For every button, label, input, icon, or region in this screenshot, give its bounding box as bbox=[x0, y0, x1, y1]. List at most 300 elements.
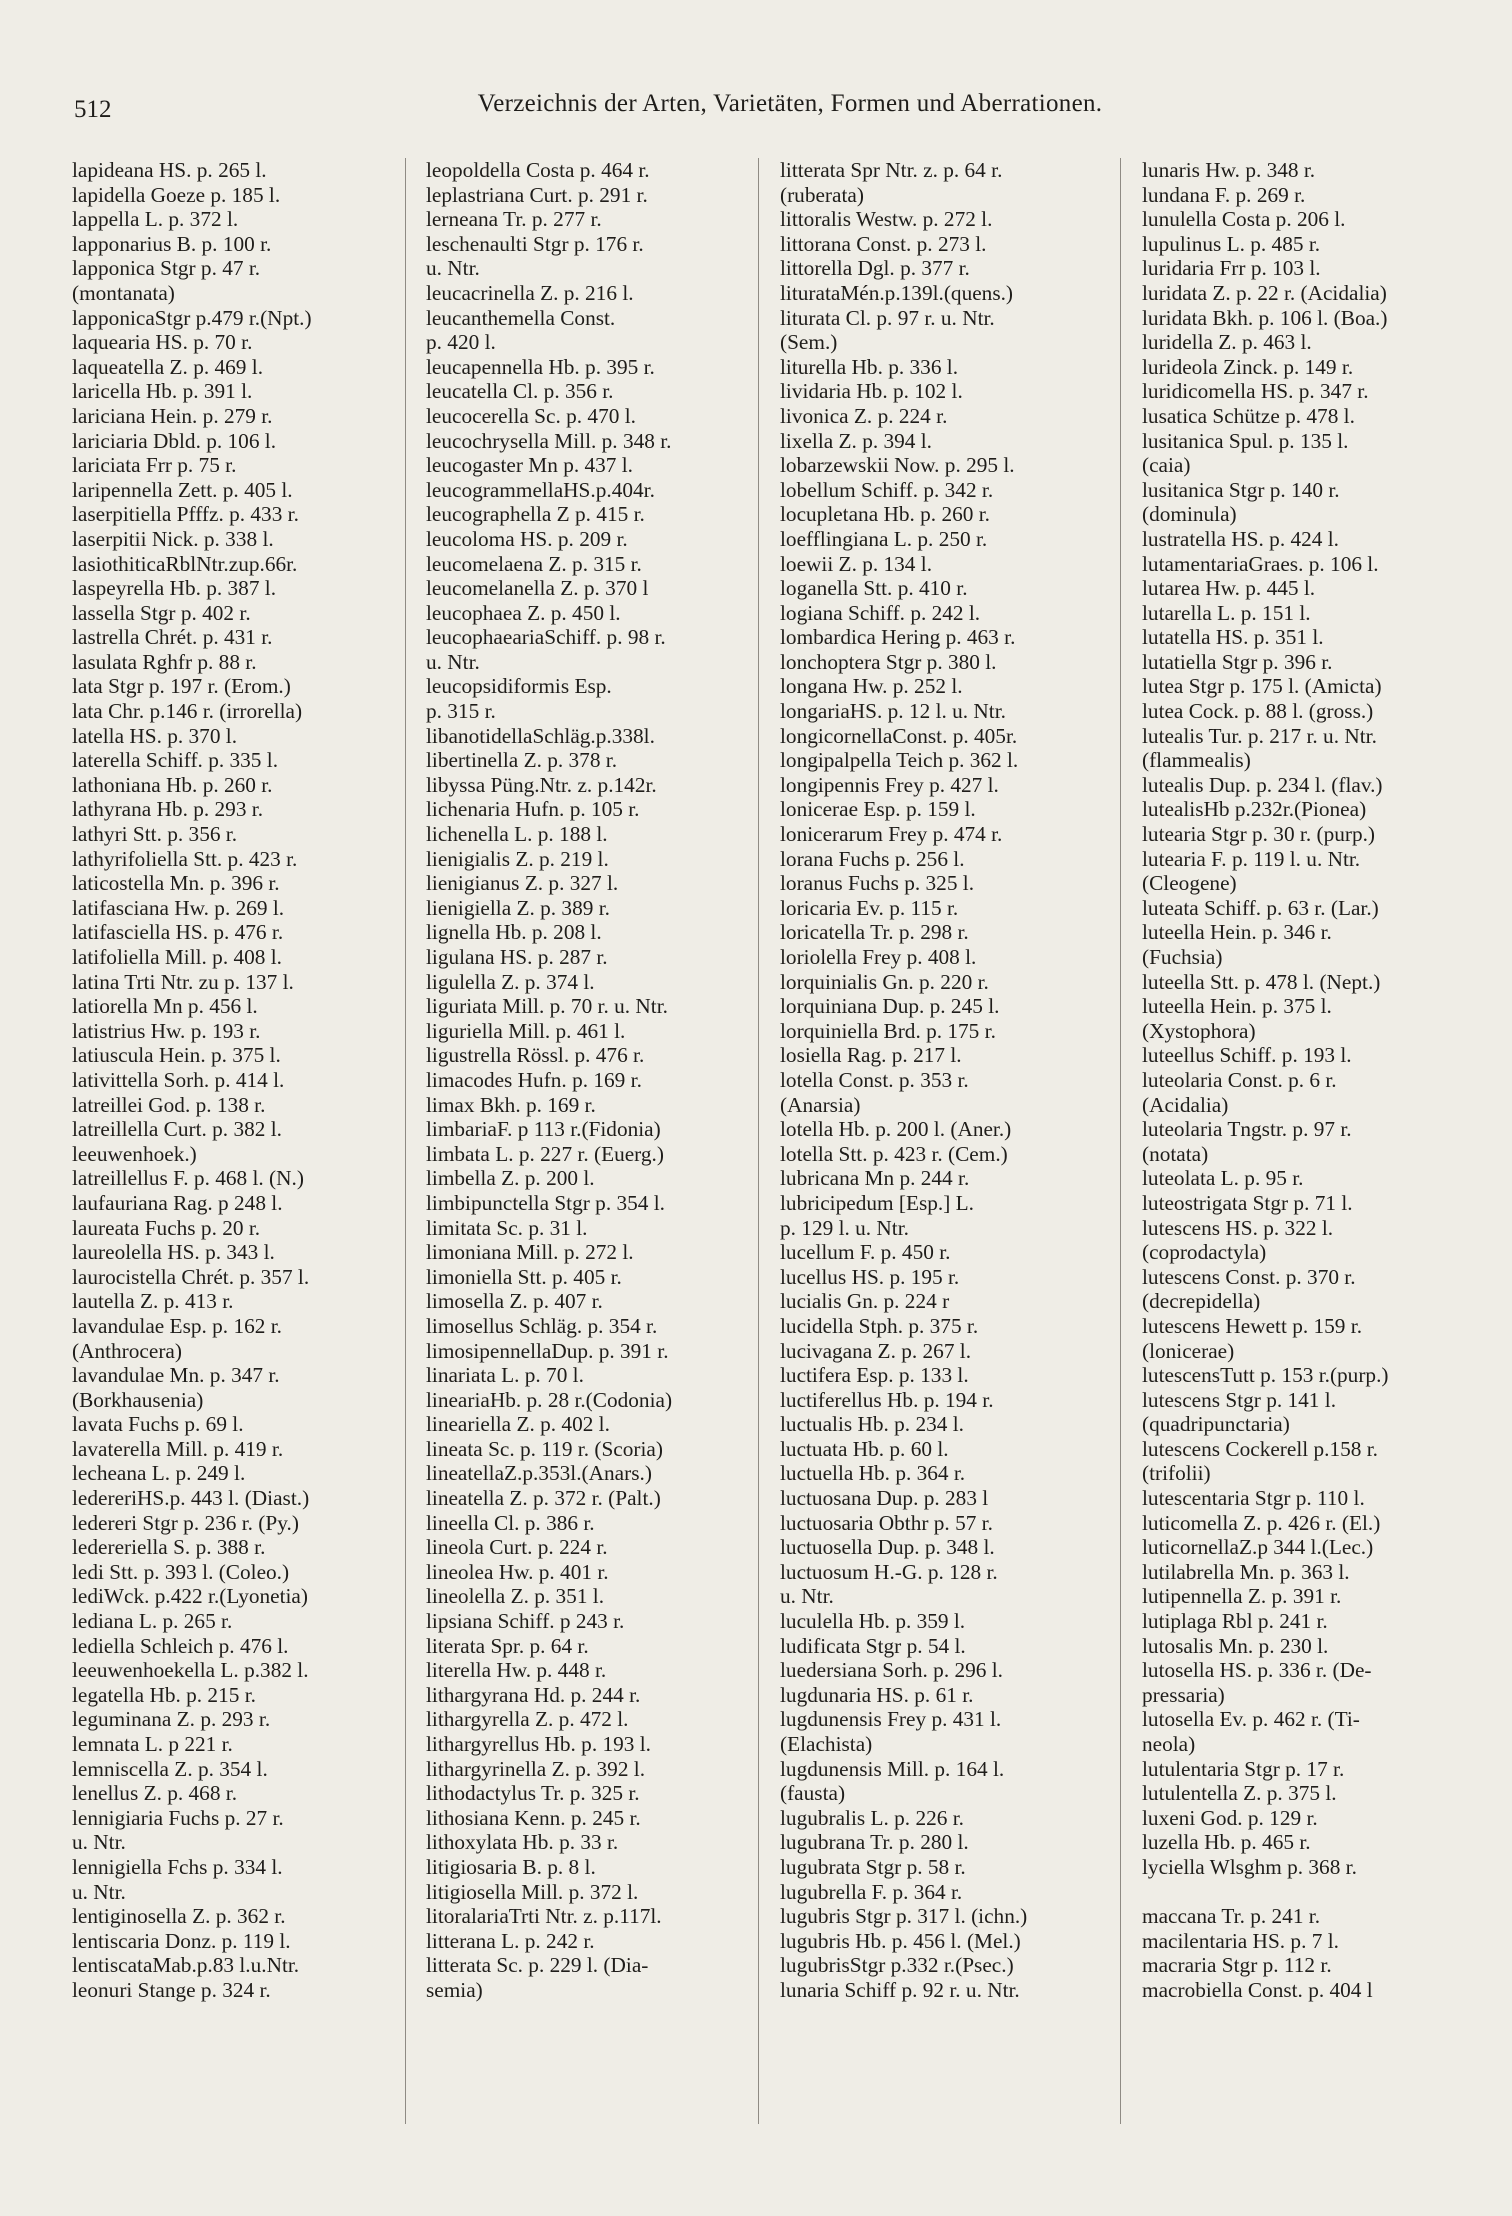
index-entry: maccana Tr. p. 241 r. bbox=[1142, 1904, 1321, 1929]
index-entry: ligustrella Rössl. p. 476 r. bbox=[426, 1043, 645, 1068]
index-entry: lutescens Const. p. 370 r. bbox=[1142, 1264, 1356, 1289]
index-entry bbox=[1142, 1880, 1472, 1905]
index-entry: limax Bkh. p. 169 r. bbox=[426, 1092, 596, 1117]
index-entry: littorella Dgl. p. 377 r. bbox=[780, 256, 970, 281]
index-entry: macilentaria HS. p. 7 l. bbox=[1142, 1928, 1339, 1953]
index-entry: literella Hw. p. 448 r. bbox=[426, 1658, 607, 1683]
index-entry: ledereriella S. p. 388 r. bbox=[72, 1535, 266, 1560]
index-entry: luctifera Esp. p. 133 l. bbox=[780, 1363, 969, 1388]
index-entry: lucellum F. p. 450 r. bbox=[780, 1240, 951, 1265]
index-entry: lugubralis L. p. 226 r. bbox=[780, 1805, 964, 1830]
index-entry: (coprodactyla) bbox=[1142, 1240, 1267, 1265]
index-entry: lubricana Mn p. 244 r. bbox=[780, 1166, 970, 1191]
index-entry: lediella Schleich p. 476 l. bbox=[72, 1633, 289, 1658]
index-entry: lugdunaria HS. p. 61 r. bbox=[780, 1682, 974, 1707]
column-rule bbox=[405, 158, 406, 2124]
index-entry: lienigiella Z. p. 389 r. bbox=[426, 895, 610, 920]
index-entry: latreillella Curt. p. 382 l. bbox=[72, 1117, 282, 1142]
index-entry: (montanata) bbox=[72, 280, 175, 305]
index-entry: lugubris Hb. p. 456 l. (Mel.) bbox=[780, 1928, 1021, 1953]
index-entry: litterana L. p. 242 r. bbox=[426, 1928, 595, 1953]
index-entry: (trifolii) bbox=[1142, 1461, 1211, 1486]
index-column-4 bbox=[1142, 158, 1472, 2003]
index-entry: lipsiana Schiff. p 243 r. bbox=[426, 1609, 625, 1634]
index-entry: limosella Z. p. 407 r. bbox=[426, 1289, 603, 1314]
index-entry: luteella Hein. p. 375 l. bbox=[1142, 994, 1332, 1019]
index-entry: (Xystophora) bbox=[1142, 1018, 1256, 1043]
index-entry: lotella Const. p. 353 r. bbox=[780, 1067, 969, 1092]
index-entry: lapidella Goeze p. 185 l. bbox=[72, 182, 281, 207]
index-entry: lutearia Stgr p. 30 r. (purp.) bbox=[1142, 822, 1376, 847]
index-entry: lineolella Z. p. 351 l. bbox=[426, 1584, 605, 1609]
index-entry: linariata L. p. 70 l. bbox=[426, 1363, 584, 1388]
index-entry: luridata Bkh. p. 106 l. (Boa.) bbox=[1142, 305, 1388, 330]
index-entry: luctuosella Dup. p. 348 l. bbox=[780, 1535, 995, 1560]
index-entry: lutilabrella Mn. p. 363 l. bbox=[1142, 1559, 1350, 1584]
index-entry: lutea Stgr p. 175 l. (Amicta) bbox=[1142, 674, 1382, 699]
index-entry: latifasciana Hw. p. 269 l. bbox=[72, 895, 285, 920]
index-entry: neola) bbox=[1142, 1732, 1196, 1756]
index-entry: lurideola Zinck. p. 149 r. bbox=[1142, 354, 1354, 379]
index-entry: ligulana HS. p. 287 r. bbox=[426, 945, 608, 969]
index-entry: lentiscaria Donz. p. 119 l. bbox=[72, 1928, 291, 1953]
index-entry: lautella Z. p. 413 r. bbox=[72, 1289, 234, 1314]
index-entry: (notata) bbox=[1142, 1141, 1209, 1166]
index-entry: laufauriana Rag. p 248 l. bbox=[72, 1190, 283, 1215]
index-entry: lichenella L. p. 188 l. bbox=[426, 822, 608, 847]
index-entry: lutatiella Stgr p. 396 r. bbox=[1142, 649, 1333, 674]
index-entry: lineatella Z. p. 372 r. (Palt.) bbox=[426, 1486, 661, 1511]
index-entry: lutosella HS. p. 336 r. (De- bbox=[1142, 1658, 1372, 1683]
index-entry: lutescens Stgr p. 141 l. bbox=[1142, 1387, 1337, 1412]
index-entry: luteolaria Tngstr. p. 97 r. bbox=[1142, 1117, 1352, 1142]
index-entry: lusatica Schütze p. 478 l. bbox=[1142, 403, 1355, 428]
index-entry: limbella Z. p. 200 l. bbox=[426, 1166, 595, 1191]
index-entry: lineariella Z. p. 402 l. bbox=[426, 1412, 610, 1437]
index-entry: laquearia HS. p. 70 r. bbox=[72, 330, 253, 355]
index-entry: lonicerae Esp. p. 159 l. bbox=[780, 797, 976, 822]
index-entry: luridicomella HS. p. 347 r. bbox=[1142, 379, 1369, 404]
index-entry: lapponarius B. p. 100 r. bbox=[72, 231, 272, 256]
index-entry: lithargyrana Hd. p. 244 r. bbox=[426, 1682, 641, 1707]
index-entry: (lonicerae) bbox=[1142, 1338, 1235, 1363]
index-entry: libyssa Püng.Ntr. z. p.142r. bbox=[426, 772, 657, 797]
index-entry: lathoniana Hb. p. 260 r. bbox=[72, 772, 273, 797]
index-entry: (Acidalia) bbox=[1142, 1092, 1229, 1117]
index-entry: lubricipedum [Esp.] L. bbox=[780, 1190, 974, 1215]
index-entry: livonica Z. p. 224 r. bbox=[780, 403, 948, 428]
index-entry: lutescens Cockerell p.158 r. bbox=[1142, 1436, 1378, 1461]
index-entry: luctuosana Dup. p. 283 l bbox=[780, 1486, 989, 1511]
index-entry: lutealis Tur. p. 217 r. u. Ntr. bbox=[1142, 723, 1377, 748]
index-entry: leeuwenhoek.) bbox=[72, 1141, 197, 1166]
index-entry: lathyrifoliella Stt. p. 423 r. bbox=[72, 846, 298, 871]
index-entry: limbariaF. p 113 r.(Fidonia) bbox=[426, 1117, 661, 1142]
index-entry: lusitanica Spul. p. 135 l. bbox=[1142, 428, 1349, 453]
index-entry: p. 315 r. bbox=[426, 699, 496, 724]
index-entry: lutescensTutt p. 153 r.(purp.) bbox=[1142, 1363, 1389, 1388]
index-entry: ligulella Z. p. 374 l. bbox=[426, 969, 595, 994]
index-entry: longicornellaConst. p. 405r. bbox=[780, 723, 1018, 748]
index-entry: ludificata Stgr p. 54 l. bbox=[780, 1633, 966, 1658]
index-entry: (Borkhausenia) bbox=[72, 1387, 204, 1412]
index-entry: lutulentaria Stgr p. 17 r. bbox=[1142, 1756, 1345, 1781]
index-entry: laripennella Zett. p. 405 l. bbox=[72, 477, 293, 502]
index-entry: leucophaeariaSchiff. p. 98 r. bbox=[426, 625, 666, 650]
index-entry: lithoxylata Hb. p. 33 r. bbox=[426, 1830, 619, 1855]
index-entry: lombardica Hering p. 463 r. bbox=[780, 625, 1016, 650]
index-entry: lasiothiticaRblNtr.zup.66r. bbox=[72, 551, 298, 576]
index-entry: loewii Z. p. 134 l. bbox=[780, 551, 933, 576]
index-entry: lavaterella Mill. p. 419 r. bbox=[72, 1436, 284, 1461]
index-entry: lonicerarum Frey p. 474 r. bbox=[780, 822, 1003, 847]
index-entry: limosipennellaDup. p. 391 r. bbox=[426, 1338, 669, 1363]
index-entry: laticostella Mn. p. 396 r. bbox=[72, 871, 280, 896]
index-entry: semia) bbox=[426, 1977, 483, 2002]
index-entry: lassella Stgr p. 402 r. bbox=[72, 600, 251, 625]
index-entry: luteolata L. p. 95 r. bbox=[1142, 1166, 1304, 1191]
index-entry: leucomelanella Z. p. 370 l bbox=[426, 576, 649, 601]
index-entry: lorana Fuchs p. 256 l. bbox=[780, 846, 965, 871]
index-entry: luteolaria Const. p. 6 r. bbox=[1142, 1067, 1337, 1092]
index-entry: loefflingiana L. p. 250 r. bbox=[780, 526, 988, 551]
index-entry: lineola Curt. p. 224 r. bbox=[426, 1535, 608, 1560]
index-entry: lineariaHb. p. 28 r.(Codonia) bbox=[426, 1387, 673, 1412]
index-entry: lentiscataMab.p.83 l.u.Ntr. bbox=[72, 1953, 300, 1978]
index-entry: loricatella Tr. p. 298 r. bbox=[780, 920, 969, 945]
index-entry: litoralariaTrti Ntr. z. p.117l. bbox=[426, 1904, 662, 1929]
page-title: Verzeichnis der Arten, Varietäten, Formen und Aberrationen. bbox=[477, 90, 1103, 117]
index-entry: limoniella Stt. p. 405 r. bbox=[426, 1264, 622, 1289]
index-entry: (flammealis) bbox=[1142, 748, 1251, 773]
index-entry: latreillellus F. p. 468 l. (N.) bbox=[72, 1166, 304, 1191]
index-entry: lucellus HS. p. 195 r. bbox=[780, 1264, 960, 1289]
index-entry: latistrius Hw. p. 193 r. bbox=[72, 1018, 261, 1043]
index-entry: lithargyrellus Hb. p. 193 l. bbox=[426, 1732, 651, 1756]
index-entry: lata Stgr p. 197 r. (Erom.) bbox=[72, 674, 291, 699]
index-entry: luedersiana Sorh. p. 296 l. bbox=[780, 1658, 1003, 1683]
index-entry: luteellus Schiff. p. 193 l. bbox=[1142, 1043, 1352, 1068]
index-entry: lutea Cock. p. 88 l. (gross.) bbox=[1142, 699, 1374, 724]
index-entry: laricella Hb. p. 391 l. bbox=[72, 379, 253, 404]
index-entry: liturataMén.p.139l.(quens.) bbox=[780, 280, 1014, 305]
index-entry: (Anthrocera) bbox=[72, 1338, 182, 1363]
index-entry: leucogrammellaHS.p.404r. bbox=[426, 477, 655, 502]
index-entry: lutipennella Z. p. 391 r. bbox=[1142, 1584, 1342, 1609]
index-entry: macrobiella Const. p. 404 l bbox=[1142, 1977, 1373, 2002]
index-entry: lugdunensis Mill. p. 164 l. bbox=[780, 1756, 1005, 1781]
index-entry: u. Ntr. bbox=[780, 1584, 834, 1609]
index-entry: luridaria Frr p. 103 l. bbox=[1142, 256, 1321, 281]
index-entry: logiana Schiff. p. 242 l. bbox=[780, 600, 981, 625]
index-entry: lediWck. p.422 r.(Lyonetia) bbox=[72, 1584, 308, 1609]
index-column-2 bbox=[426, 158, 748, 2003]
index-entry: laserpitii Nick. p. 338 l. bbox=[72, 526, 274, 551]
index-entry: loriolella Frey p. 408 l. bbox=[780, 945, 977, 969]
index-entry: luzella Hb. p. 465 r. bbox=[1142, 1830, 1311, 1855]
index-entry: leucographella Z p. 415 r. bbox=[426, 502, 645, 527]
index-entry: p. 420 l. bbox=[426, 330, 496, 355]
index-entry: lutearia F. p. 119 l. u. Ntr. bbox=[1142, 846, 1361, 871]
index-entry: lustratella HS. p. 424 l. bbox=[1142, 526, 1339, 551]
index-entry: lixella Z. p. 394 l. bbox=[780, 428, 933, 453]
index-entry: luctiferellus Hb. p. 194 r. bbox=[780, 1387, 994, 1412]
index-entry: laqueatella Z. p. 469 l. bbox=[72, 354, 264, 379]
index-entry: leucopsidiformis Esp. bbox=[426, 674, 612, 699]
index-entry: (quadripunctaria) bbox=[1142, 1412, 1290, 1437]
index-entry: (caia) bbox=[1142, 453, 1191, 478]
index-entry: luticomella Z. p. 426 r. (El.) bbox=[1142, 1510, 1381, 1535]
index-entry: (Fuchsia) bbox=[1142, 945, 1223, 969]
index-entry: lapponica Stgr p. 47 r. bbox=[72, 256, 261, 281]
index-entry: locupletana Hb. p. 260 r. bbox=[780, 502, 990, 527]
index-entry: luculella Hb. p. 359 l. bbox=[780, 1609, 966, 1634]
index-entry: lavata Fuchs p. 69 l. bbox=[72, 1412, 244, 1437]
index-entry: leucanthemella Const. bbox=[426, 305, 616, 330]
index-column-3 bbox=[780, 158, 1110, 2003]
index-entry: litterata Spr Ntr. z. p. 64 r. bbox=[780, 158, 1003, 182]
index-entry: lemniscella Z. p. 354 l. bbox=[72, 1756, 268, 1781]
index-entry: longariaHS. p. 12 l. u. Ntr. bbox=[780, 699, 1006, 724]
index-entry: literata Spr. p. 64 r. bbox=[426, 1633, 589, 1658]
index-entry: leucatella Cl. p. 356 r. bbox=[426, 379, 614, 404]
index-entry: leucocerella Sc. p. 470 l. bbox=[426, 403, 636, 428]
index-entry: laterella Schiff. p. 335 l. bbox=[72, 748, 279, 773]
index-entry: lineolea Hw. p. 401 r. bbox=[426, 1559, 609, 1584]
index-entry: latreillei God. p. 138 r. bbox=[72, 1092, 266, 1117]
index-entry: leeuwenhoekella L. p.382 l. bbox=[72, 1658, 309, 1683]
index-entry: ledereriHS.p. 443 l. (Diast.) bbox=[72, 1486, 310, 1511]
index-entry: leonuri Stange p. 324 r. bbox=[72, 1977, 271, 2002]
index-entry: lucialis Gn. p. 224 r bbox=[780, 1289, 950, 1314]
index-entry: lunaris Hw. p. 348 r. bbox=[1142, 158, 1316, 182]
index-entry: lugubrella F. p. 364 r. bbox=[780, 1879, 963, 1904]
index-entry: lutiplaga Rbl p. 241 r. bbox=[1142, 1609, 1328, 1634]
index-entry: lariciana Hein. p. 279 r. bbox=[72, 403, 273, 428]
index-entry: limoniana Mill. p. 272 l. bbox=[426, 1240, 634, 1265]
index-entry: lutosella Ev. p. 462 r. (Ti- bbox=[1142, 1707, 1360, 1732]
index-entry: lugubrisStgr p.332 r.(Psec.) bbox=[780, 1953, 1014, 1978]
index-entry: latiuscula Hein. p. 375 l. bbox=[72, 1043, 281, 1068]
index-entry: lutealisHb p.232r.(Pionea) bbox=[1142, 797, 1367, 822]
index-entry: lerneana Tr. p. 277 r. bbox=[426, 207, 602, 232]
page-number: 512 bbox=[74, 96, 112, 123]
index-entry: luctuosaria Obthr p. 57 r. bbox=[780, 1510, 993, 1535]
index-entry: luctuella Hb. p. 364 r. bbox=[780, 1461, 966, 1486]
index-entry: latella HS. p. 370 l. bbox=[72, 723, 238, 748]
index-entry: lennigiaria Fuchs p. 27 r. bbox=[72, 1805, 284, 1830]
index-entry: loricaria Ev. p. 115 r. bbox=[780, 895, 959, 920]
index-entry: lecheana L. p. 249 l. bbox=[72, 1461, 246, 1486]
index-entry: laurocistella Chrét. p. 357 l. bbox=[72, 1264, 310, 1289]
index-entry: littorana Const. p. 273 l. bbox=[780, 231, 987, 256]
index-entry: laureolella HS. p. 343 l. bbox=[72, 1240, 275, 1265]
index-entry: lastrella Chrét. p. 431 r. bbox=[72, 625, 273, 650]
index-entry: laserpitiella Pfffz. p. 433 r. bbox=[72, 502, 299, 527]
index-entry: losiella Rag. p. 217 l. bbox=[780, 1043, 962, 1068]
index-entry: limbipunctella Stgr p. 354 l. bbox=[426, 1190, 665, 1215]
index-entry: laureata Fuchs p. 20 r. bbox=[72, 1215, 261, 1240]
index-entry: luteella Hein. p. 346 r. bbox=[1142, 920, 1332, 945]
index-entry: latifoliella Mill. p. 408 l. bbox=[72, 945, 282, 969]
index-entry: lutescentaria Stgr p. 110 l. bbox=[1142, 1486, 1365, 1511]
index-entry: longipennis Frey p. 427 l. bbox=[780, 772, 999, 797]
index-entry: liturella Hb. p. 336 l. bbox=[780, 354, 959, 379]
index-entry: lienigianus Z. p. 327 l. bbox=[426, 871, 619, 896]
index-entry: lignella Hb. p. 208 l. bbox=[426, 920, 602, 945]
index-entry: lonchoptera Stgr p. 380 l. bbox=[780, 649, 997, 674]
index-entry: lativittella Sorh. p. 414 l. bbox=[72, 1067, 285, 1092]
index-entry: leucoloma HS. p. 209 r. bbox=[426, 526, 628, 551]
index-entry: lariciata Frr p. 75 r. bbox=[72, 453, 237, 478]
index-entry: lunaria Schiff p. 92 r. u. Ntr. bbox=[780, 1977, 1020, 2002]
index-entry: lutealis Dup. p. 234 l. (flav.) bbox=[1142, 772, 1383, 797]
index-entry: leucapennella Hb. p. 395 r. bbox=[426, 354, 655, 379]
index-entry: limitata Sc. p. 31 l. bbox=[426, 1215, 588, 1240]
index-column-1 bbox=[72, 158, 382, 2003]
index-entry: leopoldella Costa p. 464 r. bbox=[426, 158, 650, 182]
index-entry: lugubrana Tr. p. 280 l. bbox=[780, 1830, 969, 1855]
index-entry: lorquiniana Dup. p. 245 l. bbox=[780, 994, 1000, 1019]
index-entry: latiorella Mn p. 456 l. bbox=[72, 994, 258, 1019]
index-entry: (fausta) bbox=[780, 1781, 846, 1806]
index-entry: legatella Hb. p. 215 r. bbox=[72, 1682, 256, 1707]
index-entry: loganella Stt. p. 410 r. bbox=[780, 576, 968, 601]
index-entry: lichenaria Hufn. p. 105 r. bbox=[426, 797, 640, 822]
index-entry: lapponicaStgr p.479 r.(Npt.) bbox=[72, 305, 312, 330]
index-entry: liturata Cl. p. 97 r. u. Ntr. bbox=[780, 305, 995, 330]
index-entry: lucivagana Z. p. 267 l. bbox=[780, 1338, 972, 1363]
index-entry: lutosalis Mn. p. 230 l. bbox=[1142, 1633, 1329, 1658]
index-entry: leplastriana Curt. p. 291 r. bbox=[426, 182, 648, 207]
index-entry: lavandulae Mn. p. 347 r. bbox=[72, 1363, 280, 1388]
index-entry: lennigiella Fchs p. 334 l. bbox=[72, 1854, 283, 1879]
index-entry: luridella Z. p. 463 l. bbox=[1142, 330, 1312, 355]
index-entry: lutarella L. p. 151 l. bbox=[1142, 600, 1311, 625]
index-entry: (Cleogene) bbox=[1142, 871, 1237, 896]
index-entry: u. Ntr. bbox=[426, 256, 480, 281]
index-entry: u. Ntr. bbox=[72, 1879, 126, 1904]
index-entry: liguriella Mill. p. 461 l. bbox=[426, 1018, 626, 1043]
index-entry: lusitanica Stgr p. 140 r. bbox=[1142, 477, 1340, 502]
index-entry: leucochrysella Mill. p. 348 r. bbox=[426, 428, 672, 453]
index-entry: lutescens Hewett p. 159 r. bbox=[1142, 1313, 1363, 1338]
index-entry: lutulentella Z. p. 375 l. bbox=[1142, 1781, 1337, 1806]
index-entry: lappella L. p. 372 l. bbox=[72, 207, 239, 232]
index-entry: luridata Z. p. 22 r. (Acidalia) bbox=[1142, 280, 1387, 305]
index-entry: ledereri Stgr p. 236 r. (Py.) bbox=[72, 1510, 299, 1535]
index-entry: (ruberata) bbox=[780, 182, 864, 207]
index-entry: lediana L. p. 265 r. bbox=[72, 1609, 233, 1634]
index-entry: lithargyrella Z. p. 472 l. bbox=[426, 1707, 629, 1732]
column-rule bbox=[758, 158, 759, 2124]
index-entry: lucidella Stph. p. 375 r. bbox=[780, 1313, 979, 1338]
index-entry: lutamentariaGraes. p. 106 l. bbox=[1142, 551, 1379, 576]
index-entry: lupulinus L. p. 485 r. bbox=[1142, 231, 1321, 256]
index-entry: lithodactylus Tr. p. 325 r. bbox=[426, 1781, 640, 1806]
index-entry: loranus Fuchs p. 325 l. bbox=[780, 871, 975, 896]
index-entry: lyciella Wlsghm p. 368 r. bbox=[1142, 1854, 1357, 1879]
index-entry: lugdunensis Frey p. 431 l. bbox=[780, 1707, 1002, 1732]
index-entry: litterata Sc. p. 229 l. (Dia- bbox=[426, 1953, 649, 1978]
index-entry: lobellum Schiff. p. 342 r. bbox=[780, 477, 994, 502]
index-entry: luteostrigata Stgr p. 71 l. bbox=[1142, 1190, 1353, 1215]
index-entry: lobarzewskii Now. p. 295 l. bbox=[780, 453, 1015, 478]
index-entry: lathyri Stt. p. 356 r. bbox=[72, 822, 238, 847]
index-entry: lemnata L. p 221 r. bbox=[72, 1732, 233, 1756]
index-entry: longipalpella Teich p. 362 l. bbox=[780, 748, 1019, 773]
index-entry: pressaria) bbox=[1142, 1682, 1225, 1707]
index-entry: luteata Schiff. p. 63 r. (Lar.) bbox=[1142, 895, 1379, 920]
index-entry: (Sem.) bbox=[780, 330, 838, 355]
index-entry: ledi Stt. p. 393 l. (Coleo.) bbox=[72, 1559, 290, 1584]
index-entry: leguminana Z. p. 293 r. bbox=[72, 1707, 271, 1732]
index-entry: lugubris Stgr p. 317 l. (ichn.) bbox=[780, 1904, 1028, 1929]
index-entry: lutarea Hw. p. 445 l. bbox=[1142, 576, 1316, 601]
index-entry: litigiosella Mill. p. 372 l. bbox=[426, 1879, 639, 1904]
index-entry: lugubrata Stgr p. 58 r. bbox=[780, 1854, 966, 1879]
index-entry: laspeyrella Hb. p. 387 l. bbox=[72, 576, 277, 601]
index-entry: lorquinialis Gn. p. 220 r. bbox=[780, 969, 989, 994]
index-entry: (Anarsia) bbox=[780, 1092, 861, 1117]
index-entry: luxeni God. p. 129 r. bbox=[1142, 1805, 1318, 1830]
index-entry: latifasciella HS. p. 476 r. bbox=[72, 920, 284, 945]
column-rule bbox=[1120, 158, 1121, 2124]
index-entry: lienigialis Z. p. 219 l. bbox=[426, 846, 609, 871]
index-entry: latina Trti Ntr. zu p. 137 l. bbox=[72, 969, 294, 994]
index-entry: macraria Stgr p. 112 r. bbox=[1142, 1953, 1332, 1978]
index-entry: lotella Hb. p. 200 l. (Aner.) bbox=[780, 1117, 1012, 1142]
index-entry: liguriata Mill. p. 70 r. u. Ntr. bbox=[426, 994, 668, 1019]
index-entry: luctuosum H.-G. p. 128 r. bbox=[780, 1559, 998, 1584]
index-entry: (Elachista) bbox=[780, 1732, 873, 1756]
index-entry: luctualis Hb. p. 234 l. bbox=[780, 1412, 964, 1437]
index-entry: libanotidellaSchläg.p.338l. bbox=[426, 723, 655, 748]
index-entry: leucomelaena Z. p. 315 r. bbox=[426, 551, 642, 576]
index-entry: luticornellaZ.p 344 l.(Lec.) bbox=[1142, 1535, 1374, 1560]
index-entry: lutatella HS. p. 351 l. bbox=[1142, 625, 1324, 650]
index-entry: leucogaster Mn p. 437 l. bbox=[426, 453, 634, 478]
index-entry: leucophaea Z. p. 450 l. bbox=[426, 600, 621, 625]
index-entry: lata Chr. p.146 r. (irrorella) bbox=[72, 699, 303, 724]
index-entry: lentiginosella Z. p. 362 r. bbox=[72, 1904, 286, 1929]
index-entry: (decrepidella) bbox=[1142, 1289, 1261, 1314]
index-entry: lenellus Z. p. 468 r. bbox=[72, 1781, 238, 1806]
index-entry: (dominula) bbox=[1142, 502, 1237, 527]
index-entry: lineella Cl. p. 386 r. bbox=[426, 1510, 595, 1535]
index-entry: lineatellaZ.p.353l.(Anars.) bbox=[426, 1461, 652, 1486]
index-entry: u. Ntr. bbox=[72, 1830, 126, 1855]
index-entry: lotella Stt. p. 423 r. (Cem.) bbox=[780, 1141, 1008, 1166]
index-entry: lorquiniella Brd. p. 175 r. bbox=[780, 1018, 996, 1043]
index-entry: lathyrana Hb. p. 293 r. bbox=[72, 797, 264, 822]
index-entry: lundana F. p. 269 r. bbox=[1142, 182, 1306, 207]
index-entry: p. 129 l. u. Ntr. bbox=[780, 1215, 909, 1240]
index-entry: luteella Stt. p. 478 l. (Nept.) bbox=[1142, 969, 1381, 994]
index-entry: lasulata Rghfr p. 88 r. bbox=[72, 649, 257, 674]
index-entry: limosellus Schläg. p. 354 r. bbox=[426, 1313, 658, 1338]
index-entry: libertinella Z. p. 378 r. bbox=[426, 748, 618, 773]
index-entry: lariciaria Dbld. p. 106 l. bbox=[72, 428, 277, 453]
index-entry: luctuata Hb. p. 60 l. bbox=[780, 1436, 949, 1461]
index-entry: lividaria Hb. p. 102 l. bbox=[780, 379, 963, 404]
index-entry: longana Hw. p. 252 l. bbox=[780, 674, 963, 699]
index-entry: littoralis Westw. p. 272 l. bbox=[780, 207, 993, 232]
index-entry: limbata L. p. 227 r. (Euerg.) bbox=[426, 1141, 664, 1166]
index-entry: leschenaulti Stgr p. 176 r. bbox=[426, 231, 644, 256]
index-entry: lunulella Costa p. 206 l. bbox=[1142, 207, 1346, 232]
index-entry: lineata Sc. p. 119 r. (Scoria) bbox=[426, 1436, 663, 1461]
